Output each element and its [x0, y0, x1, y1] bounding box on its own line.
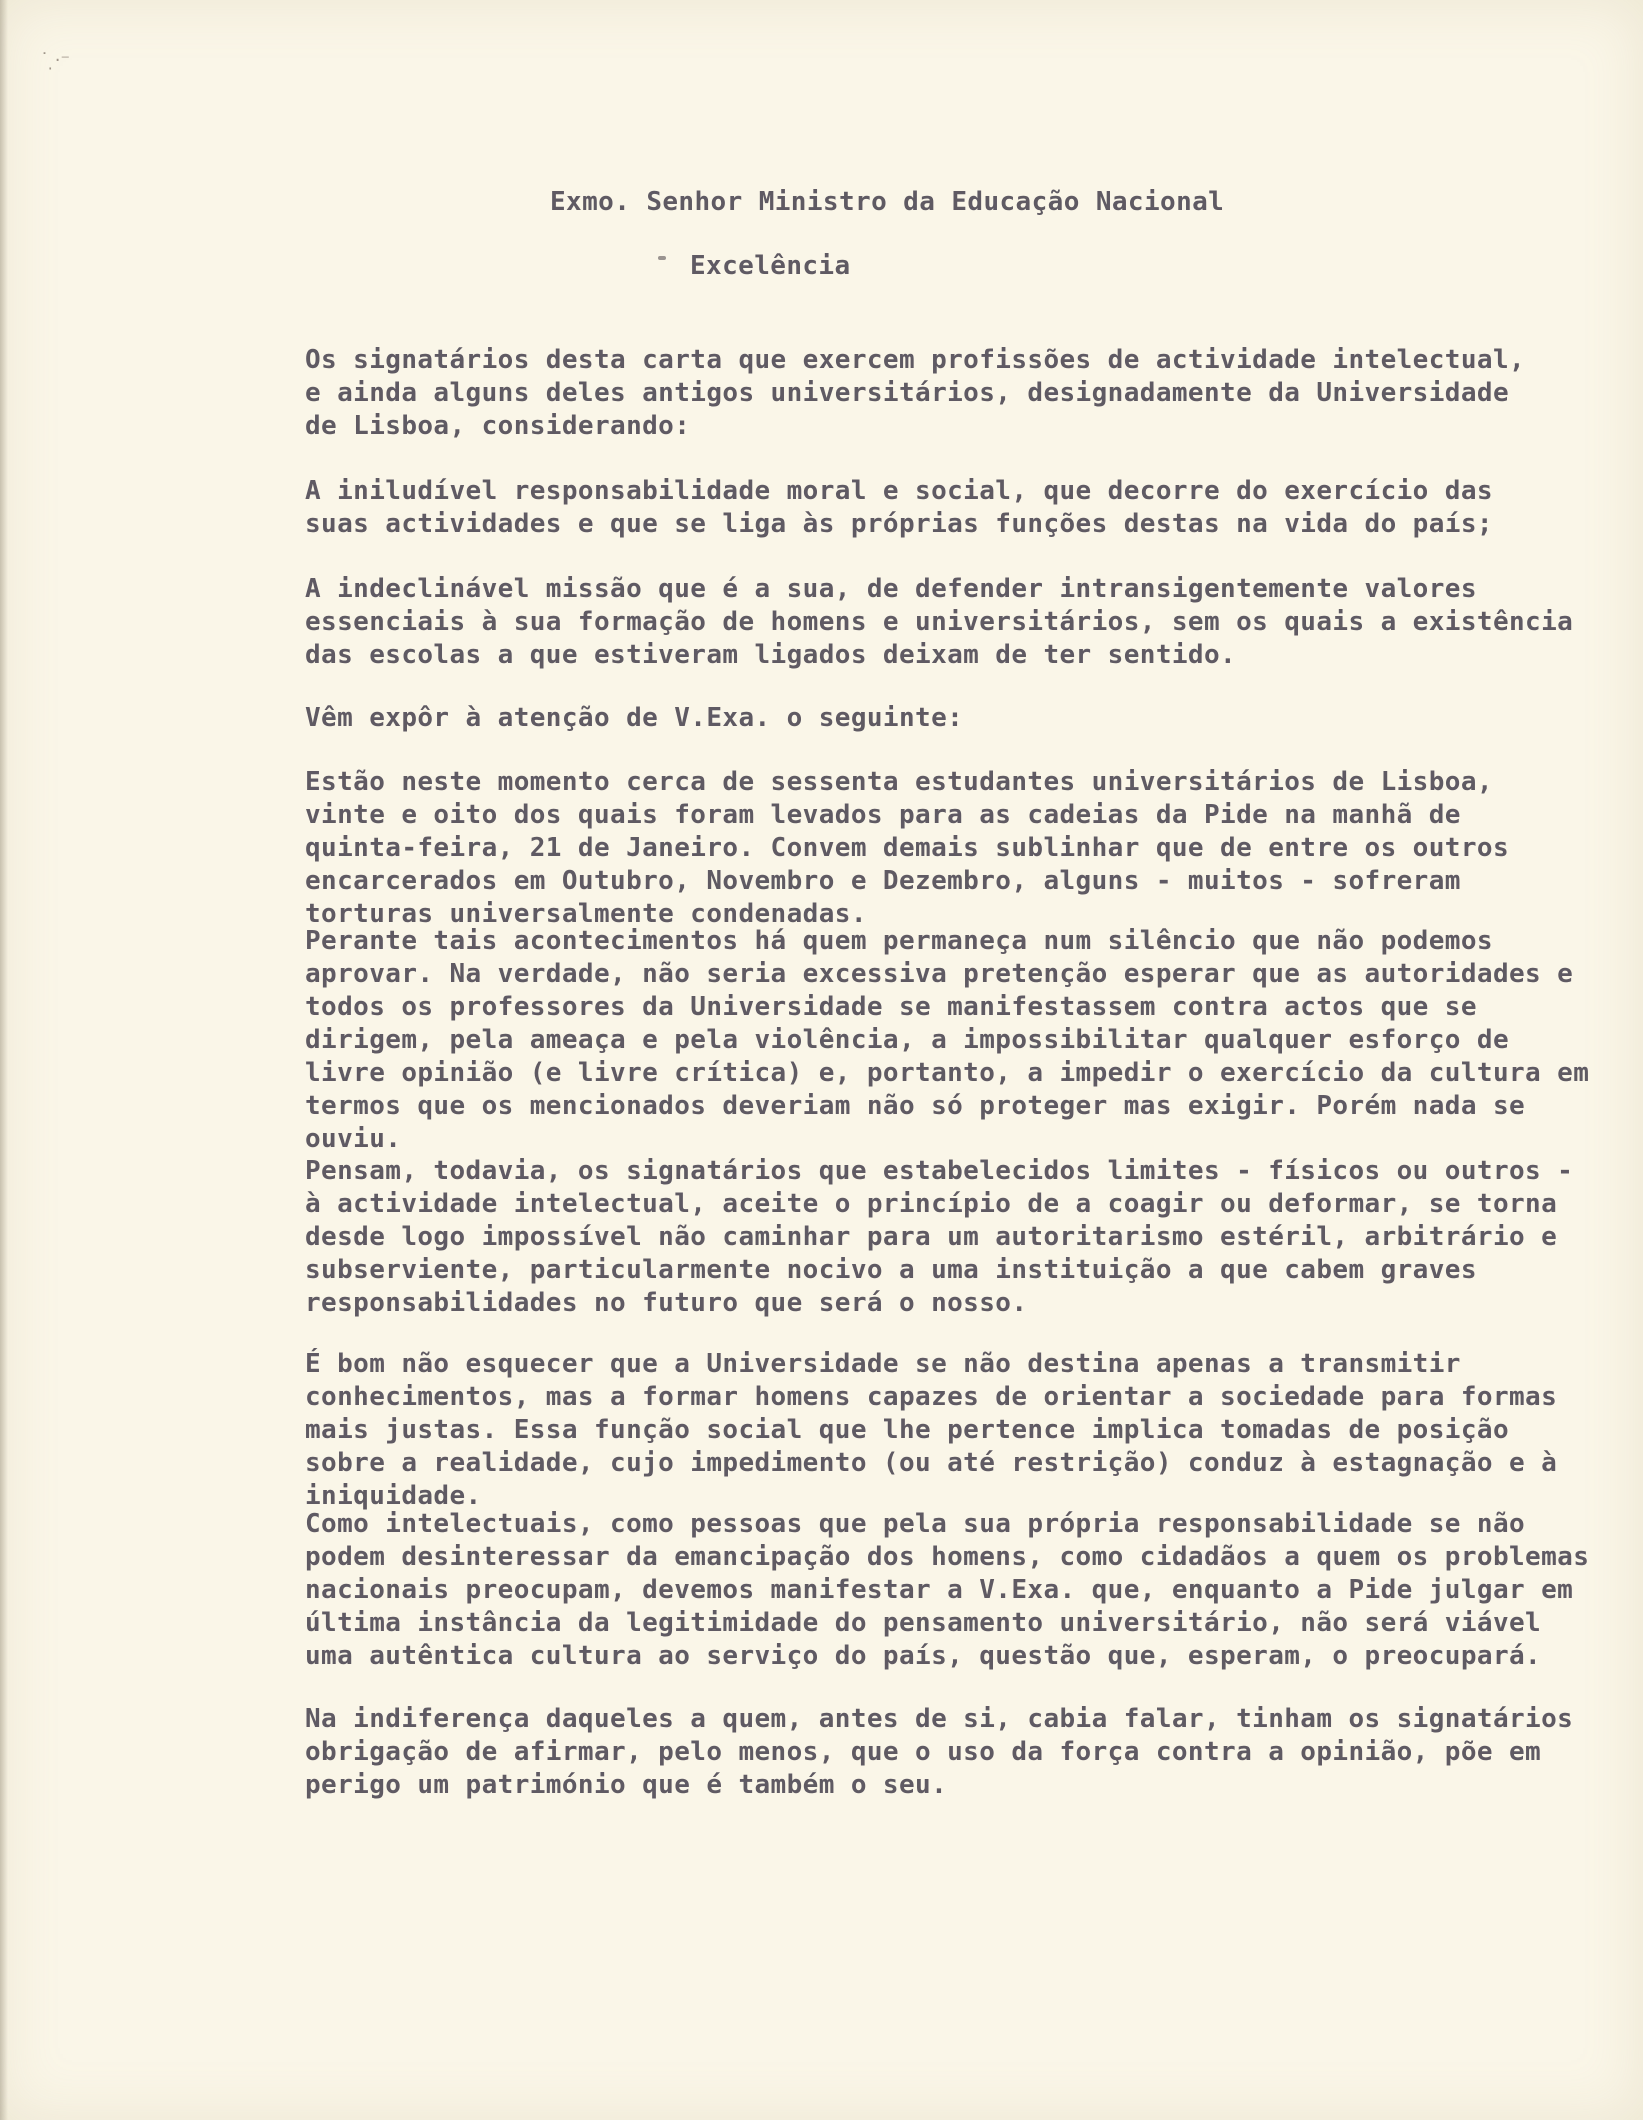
paragraph-mission: [305, 573, 1585, 672]
paragraph-university-role: [305, 1348, 1605, 1513]
paragraph-text: Como intelectuais, como pessoas que pela sua própria responsabilidade se não podem desinteressar da emancipação dos homens, como cidadãos a quem os problemas nacionais preocupam, devemos manifestar a V.Exa. que, enquanto a Pide julgar em última instância da legitimidade do pensamento universitário, não será viável uma autêntica cultura ao serviço do país, questão que, esperam, o preocupará.: [305, 1509, 1590, 1671]
ink-smudge-mark: ˙ ̣·⁻: [40, 50, 70, 71]
page-edge-shadow: [0, 0, 8, 2120]
letter-salutation: Exmo. Senhor Ministro da Educação Nacional: [550, 187, 1225, 217]
paragraph-expose: [305, 702, 1555, 735]
paragraph-text: Pensam, todavia, os signatários que estabelecidos limites - físicos ou outros - à actividade intelectual, aceite o princípio de a coagir ou deformar, se torna desde logo impossível não caminhar para um autoritarismo estéril, arbitrário e subserviente, particularmente nocivo a uma instituição a que cabem graves responsabilidades no futuro que será o nosso.: [305, 1156, 1574, 1318]
paragraph-text: A indeclinável missão que é a sua, de defender intransigentemente valores essenciais à sua formação de homens e universitários, sem os quais a existência das escolas a que estiveram ligados deixam de ter sentido.: [305, 574, 1574, 670]
paragraph-text: Os signatários desta carta que exercem profissões de actividade intelectual, e ainda alguns deles antigos universitários, designadamente da Universidade de Lisboa, considerando:: [305, 345, 1526, 441]
paragraph-text: Perante tais acontecimentos há quem permaneça num silêncio que não podemos aprovar. Na verdade, não seria excessiva pretenção esperar que as autoridades e todos os professores da Universidade se manifestassem contra actos que se dirigem, pela ameaça e pela violência, a impossibilitar qualquer esforço de livre opinião (e livre crítica) e, portanto, a impedir o exercício da cultura em termos que os mencionados deveriam não só proteger mas exigir. Porém nada se ouviu.: [305, 926, 1590, 1154]
paragraph-silence: [305, 925, 1595, 1156]
paragraph-text: Vêm expôr à atenção de V.Exa. o seguinte:: [305, 703, 964, 733]
paragraph-text: Estão neste momento cerca de sessenta estudantes universitários de Lisboa, vinte e oito dos quais foram levados para as cadeias da Pide na manhã de quinta-feira, 21 de Janeiro. Convem demais sublinhar que de entre os outros encarcerados em Outubro, Novembro e Dezembro, alguns - muitos - sofreram torturas universalmente condenadas.: [305, 767, 1509, 929]
stray-mark: [658, 256, 666, 260]
paragraph-students-arrested: [305, 766, 1585, 931]
paragraph-responsibility: [305, 475, 1555, 541]
paragraph-intellectuals: [305, 1508, 1595, 1673]
paragraph-text: É bom não esquecer que a Universidade se não destina apenas a transmitir conhecimentos, mas a formar homens capazes de orientar a sociedade para formas mais justas. Essa função social que lhe pertence implica tomadas de posição sobre a realidade, cujo impedimento (ou até restrição) conduz à estagnação e à iniquidade.: [305, 1349, 1558, 1511]
paragraph-text: A iniludível responsabilidade moral e social, que decorre do exercício das suas actividades e que se liga às próprias funções destas na vida do país;: [305, 476, 1493, 539]
paragraph-text: Na indiferença daqueles a quem, antes de si, cabia falar, tinham os signatários obrigação de afirmar, pelo menos, que o uso da força contra a opinião, põe em perigo um património que é também o seu.: [305, 1704, 1574, 1800]
paragraph-conclusion: [305, 1703, 1595, 1802]
paragraph-intro: [305, 344, 1555, 443]
letter-excellency: Excelência: [690, 251, 851, 281]
paragraph-limits: [305, 1155, 1595, 1320]
